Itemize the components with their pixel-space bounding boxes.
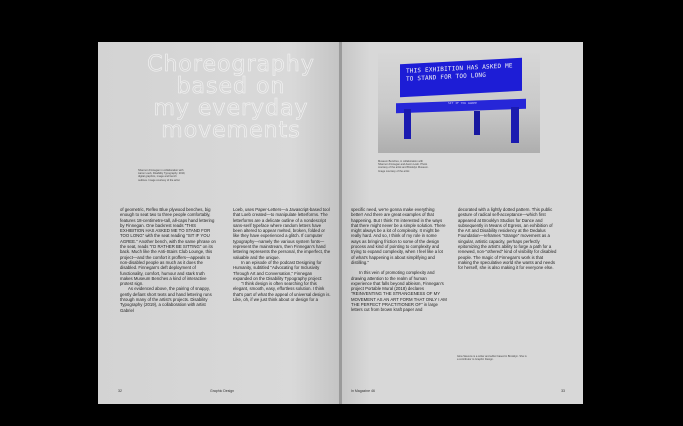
paragraph: decorated with a lightly dotted pattern. This public gesture of radical self-acceptance—which first appeared at Brooklyn Studios for Dance and subsequently in Means of Egress, an exhibition of the Art and Disability residency at the Dedalus Foundation—reframes "strange" movement as a singular, artistic capacity, perhaps perfectly epitomizing the artist's ability to forge a path for a renewed, non-"othered" kind of visibility for disabled people. The magic of Finnegan's work is that making the speculative world she wants and needs for herself, she is also making it for everyone else. (458, 207, 557, 271)
body-column-1 (120, 207, 218, 313)
bench-leg (474, 111, 480, 135)
bench-photo (378, 53, 540, 153)
headline-line: movements (161, 118, 301, 143)
left-page (98, 42, 340, 404)
running-footer: In Magazine 46 (351, 389, 375, 393)
body-column-2 (233, 207, 331, 302)
running-footer: Graphic Design (210, 389, 235, 393)
body-column-3 (351, 207, 447, 313)
headline-caption: Shannon Finnegan in collaboration with Aaron Loeb, Disability Typography. 2019, digital graphics, image and bench outlines. Image courtesy of the artist (138, 169, 186, 182)
headline-line: my everyday (153, 96, 309, 121)
page-number: 32 (118, 389, 122, 393)
headline (136, 54, 326, 142)
bench-backrest (400, 58, 522, 97)
bench-leg (404, 109, 411, 139)
author-byline: Gina Stevens is a writer and editor based in Brooklyn. She is a contributor to Graphic Design. (457, 355, 527, 362)
right-page (341, 42, 583, 404)
body-column-4 (458, 207, 558, 271)
paragraph: In this vein of promoting complexity and drawing attention to the realm of human experience that falls beyond ableism, Finnegan's project Portable Mural (2018) declares "REINVENTING THE STRANGENESS OF MY MOVEMENT AS AN ART FORM THAT ONLY I AM THE PERFECT PRACTITIONER OF" in large letters cut from brown kraft paper and (351, 270, 447, 313)
spine-gutter (339, 42, 342, 404)
paragraph: As evidenced above, the pairing of snappy, gently defiant short texts and hand lettering runs through many of the artist's projects. Disability Typography (2019), a collaboration with artist Gabriel (120, 286, 212, 313)
seat-lettering: SIT IF YOU AGREE (448, 101, 477, 105)
paragraph: "I think design is often searching for this elegant, smooth, easy, effortless solution. I think that's part of what the appeal of universal design is. Like, oh, if we just think about or design for a (233, 281, 331, 303)
paragraph: specific need, we're gonna make everything better! And there are great examples of that happening. But I think I'm interested in the ways that there might never be a simple solution. There might always be a lot of complexity. It might be really hard. And so, I think of my role in some ways as bringing friction to some of the design process and kind of pointing to complexity and trying to expand complexity, when I feel like a lot of what's happening is about simplifying and distilling." (351, 207, 446, 265)
headline-line: Choreography (147, 52, 315, 77)
paragraph: In an episode of the podcast Designing for Humanity, subtitled "Advocating for Inclusivity Through Art and Conversation," Finnegan expanded on the Disability Typography project: (233, 259, 323, 281)
paragraph: Loeb, uses Paper-Letters—a Javascript-based tool that Loeb created—to manipulate letterforms. The letterforms are a delicate outline of a nondescript sans-serif typeface where random letters have been altered to appear melted, broken, folded or like they have experienced a glitch. If computer typography—namely the various system fonts—represent the mainstream, then Finnegan's hand lettering represents the personal, the imperfect, the valuable and the unique. (233, 207, 331, 260)
headline-line: based on (176, 74, 286, 99)
paragraph: of geometric, Reflex Blue plywood benches, big enough to seat two to three people comfortably, features 18-centimetre-tall, all-caps hand lettering by Finnegan. One backrest reads "THIS EXHIBITION HAS ASKED ME TO STAND FOR TOO LONG" with the seat reading "SIT IF YOU AGREE." Another bench, with the same phrase on the seat, reads "I'D RATHER BE SITTING" on its back. Much like the Anti-Stairs Club Lounge, this project—and the comfort it proffers—appeals to non-disabled people as much as it does the disabled. Finnegan's deft deployment of functionality, comfort, humour and stark truth makes Museum Benches a kind of interactive protest sign. (120, 207, 216, 287)
backrest-lettering: THIS EXHIBITION HAS ASKED ME TO STAND FOR TOO LONG (406, 62, 513, 83)
photo-caption: Museum Benches, in collaboration with Shannon Finnegan and Aaron Loeb. Photo courtesy of the artist and Brooklyn Museum. Image courtesy of the artist (378, 160, 429, 173)
bench-leg (511, 107, 519, 143)
page-number: 33 (561, 389, 565, 393)
magazine-spread (98, 42, 583, 404)
